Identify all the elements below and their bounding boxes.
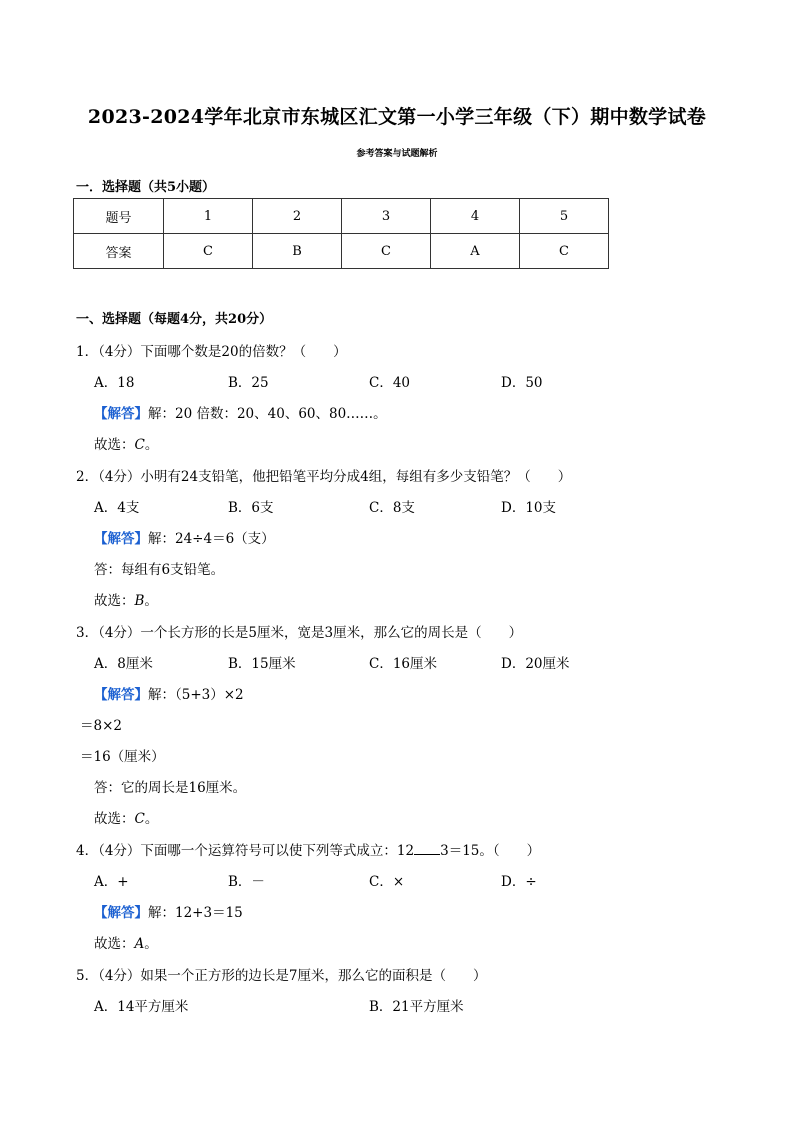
choice-label: 故选： [94, 936, 135, 952]
table-cell: 3 [342, 199, 431, 234]
q1-choice [94, 433, 158, 453]
table-cell: B [253, 234, 342, 269]
q3-solution [94, 683, 244, 703]
choice-end: 。 [144, 593, 158, 609]
table-cell: 4 [431, 199, 520, 234]
solution-tag: 【解答】 [94, 905, 148, 921]
choice-end: 。 [144, 437, 159, 453]
choice-end: 。 [144, 936, 158, 952]
table-cell: 2 [253, 199, 342, 234]
choice-letter: B [134, 593, 145, 609]
q2-answer: 答：每组有6支铅笔。 [94, 562, 225, 578]
table-cell: C [342, 234, 431, 269]
q3-option-c: C．16厘米 [369, 656, 438, 672]
solution-text: 解：（5+3）×2 [148, 687, 244, 703]
choice-label: 故选： [94, 811, 135, 827]
q4-option-c: C．× [369, 874, 405, 890]
choice-label: 故选： [94, 437, 135, 453]
question-5-stem: 5．（4分）如果一个正方形的边长是7厘米，那么它的面积是（ ） [76, 968, 487, 984]
choice-letter: C [134, 437, 145, 453]
question-3-stem: 3．（4分）一个长方形的长是5厘米，宽是3厘米，那么它的周长是（ ） [76, 625, 523, 641]
table-cell: C [520, 234, 609, 269]
table-cell: 1 [164, 199, 253, 234]
page-subtitle: 参考答案与试题解析 [356, 149, 438, 159]
solution-tag: 【解答】 [94, 406, 148, 422]
question-1-stem: 1．（4分）下面哪个数是20的倍数？（ ） [76, 344, 347, 360]
q4-option-a: A．+ [94, 874, 129, 890]
answer-blank [414, 842, 440, 855]
solution-tag: 【解答】 [94, 531, 148, 547]
q2-option-d: D．10支 [501, 500, 557, 516]
answer-summary-table [73, 198, 609, 269]
table-cell: C [164, 234, 253, 269]
table-cell: 题号 [74, 199, 164, 234]
page-title: 2023-2024学年北京市东城区汇文第一小学三年级（下）期中数学试卷 [87, 106, 707, 128]
q3-option-b: B．15厘米 [228, 656, 296, 672]
q4-option-d: D．÷ [501, 874, 537, 890]
table-cell: 答案 [74, 234, 164, 269]
solution-text: 解：20 倍数：20、40、60、80……。 [148, 406, 387, 422]
solution-tag: 【解答】 [94, 687, 148, 703]
q4-solution [94, 901, 243, 921]
q2-option-a: A．4支 [94, 500, 140, 516]
q1-option-d: D．50 [501, 375, 543, 391]
stem-part-a: 4．（4分）下面哪一个运算符号可以使下列等式成立：12 [76, 843, 415, 859]
solution-text: 解：24÷4＝6（支） [148, 531, 275, 547]
table-cell: 5 [520, 199, 609, 234]
choice-label: 故选： [94, 593, 135, 609]
q3-choice [94, 807, 158, 827]
choice-letter: A [134, 936, 145, 952]
q3-step-2: ＝8×2 [80, 718, 122, 734]
q5-option-a: A．14平方厘米 [94, 999, 189, 1015]
q2-choice [94, 589, 158, 609]
table-cell: A [431, 234, 520, 269]
choice-end: 。 [144, 811, 159, 827]
q4-choice [94, 932, 158, 952]
section-heading: 一、选择题（每题4分，共20分） [76, 312, 273, 327]
q1-option-a: A．18 [94, 375, 135, 391]
q1-solution [94, 402, 387, 422]
q2-solution [94, 527, 275, 547]
q4-option-b: B．－ [228, 874, 265, 890]
q1-option-b: B．25 [228, 375, 269, 391]
table-row [74, 234, 609, 269]
q3-answer: 答：它的周长是16厘米。 [94, 780, 247, 796]
q1-option-c: C．40 [369, 375, 411, 391]
stem-part-b: 3＝15。（ ） [440, 843, 541, 859]
table-row [74, 199, 609, 234]
q3-option-a: A．8厘米 [94, 656, 153, 672]
q2-option-c: C．8支 [369, 500, 415, 516]
question-4-stem [76, 839, 540, 859]
solution-text: 解：12+3＝15 [148, 905, 243, 921]
q5-option-b: B．21平方厘米 [369, 999, 464, 1015]
q3-step-3: ＝16（厘米） [80, 749, 165, 765]
choice-letter: C [134, 811, 145, 827]
summary-heading: 一．选择题（共5小题） [76, 180, 216, 195]
q2-option-b: B．6支 [228, 500, 274, 516]
question-2-stem: 2．（4分）小明有24支铅笔，他把铅笔平均分成4组，每组有多少支铅笔？（ ） [76, 469, 572, 485]
q3-option-d: D．20厘米 [501, 656, 570, 672]
